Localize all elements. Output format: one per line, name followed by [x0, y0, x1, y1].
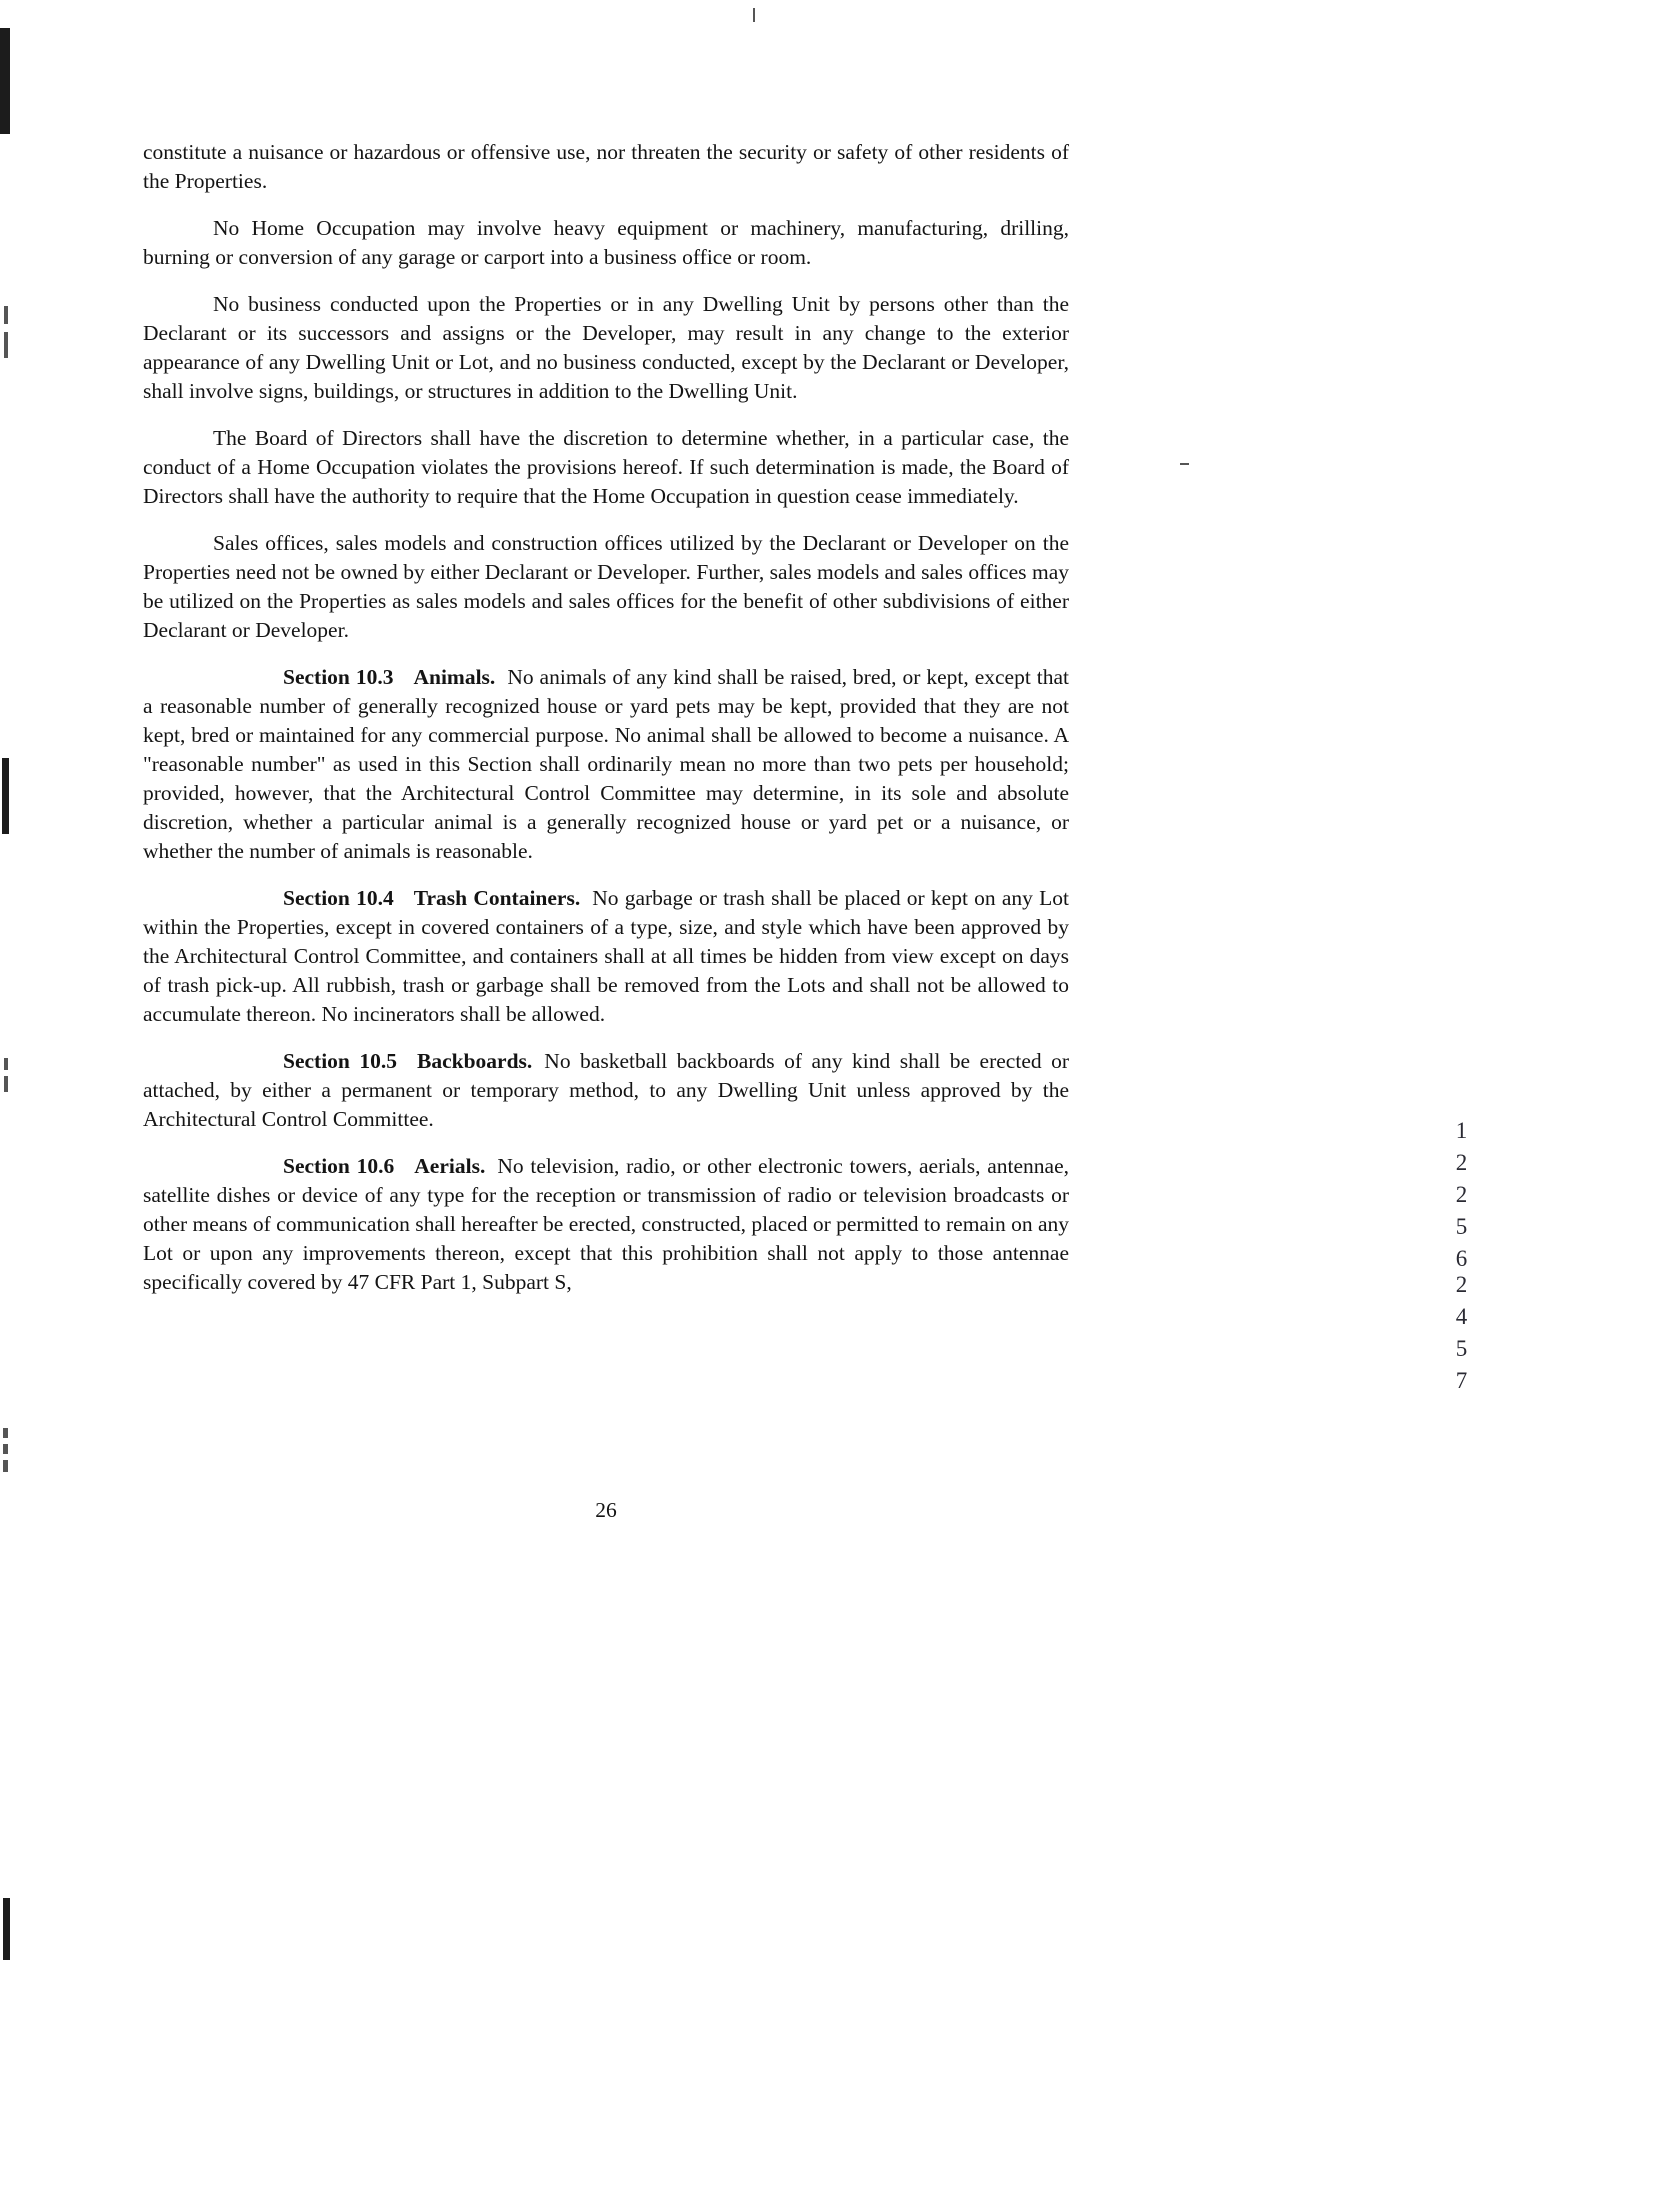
section-10-4-trash-containers — [143, 884, 1069, 1029]
margin-stamp-bottom: 2457 — [1449, 1272, 1474, 1400]
paragraph-home-occupation-equipment: No Home Occupation may involve heavy equipment or machinery, manufacturing, drilling, burning or conversion of any garage or carport into a business office or room. — [143, 216, 1069, 269]
section-number: Section 10.5 — [283, 1049, 397, 1073]
scan-artifact — [4, 306, 8, 324]
scan-artifact — [3, 1460, 8, 1472]
scan-artifact — [2, 758, 9, 834]
scan-artifact — [3, 1444, 8, 1454]
document-body — [143, 138, 1069, 1315]
section-10-6-aerials — [143, 1152, 1069, 1297]
scan-artifact — [3, 1898, 10, 1960]
section-title: Trash Containers. — [413, 886, 581, 910]
section-title: Backboards. — [417, 1049, 533, 1073]
scan-artifact — [3, 1428, 8, 1438]
paragraph-continuation: constitute a nuisance or hazardous or offensive use, nor threaten the security or safety of other residents of the Properties. — [143, 140, 1069, 193]
section-10-5-backboards — [143, 1047, 1069, 1134]
paragraph-business-conducted: No business conducted upon the Properties or in any Dwelling Unit by persons other than the Declarant or its successors and assigns or the Developer, may result in any change to the exterior appearance of any Dwelling Unit or Lot, and no business conducted, except by the Declarant or Developer, shall involve signs, buildings, or structures in addition to the Dwelling Unit. — [143, 292, 1069, 403]
paragraph-board-discretion: The Board of Directors shall have the discretion to determine whether, in a particular case, the conduct of a Home Occupation violates the provisions hereof. If such determination is made, the Board of Directors shall have the authority to require that the Home Occupation in question cease immediately. — [143, 426, 1069, 508]
section-number: Section 10.4 — [283, 886, 394, 910]
section-number: Section 10.3 — [283, 665, 394, 689]
scan-artifact — [753, 8, 755, 22]
section-body: No animals of any kind shall be raised, bred, or kept, except that a reasonable number of generally recognized house or yard pets may be kept, provided that they are not kept, bred or maintained for any commercial purpose. No animal shall be allowed to become a nuisance. A "reasonable number" as used in this Section shall ordinarily mean no more than two pets per household; provided, however, that the Architectural Control Committee may determine, in its sole and absolute discretion, whether a particular animal is a generally recognized house or yard pet or a nuisance, or whether the number of animals is reasonable. — [143, 665, 1069, 863]
scan-artifact — [4, 1058, 8, 1070]
section-title: Aerials. — [414, 1154, 486, 1178]
page-number: 26 — [595, 1498, 617, 1522]
section-10-3-animals — [143, 663, 1069, 866]
scan-artifact — [1180, 463, 1189, 465]
section-body: No basketball backboards of any kind shall be erected or attached, by either a permanent or temporary method, to any Dwelling Unit unless approved by the Architectural Control Committee. — [143, 1049, 1069, 1131]
section-body: No garbage or trash shall be placed or kept on any Lot within the Properties, except in covered containers of a type, size, and style which have been approved by the Architectural Control Committee, and containers shall at all times be hidden from view except on days of trash pick-up. All rubbish, trash or garbage shall be removed from the Lots and shall not be allowed to accumulate thereon. No incinerators shall be allowed. — [143, 886, 1069, 1026]
section-number: Section 10.6 — [283, 1154, 395, 1178]
section-body: No television, radio, or other electronic towers, aerials, antennae, satellite dishes or device of any type for the reception or transmission of radio or television broadcasts or other means of communication shall hereafter be erected, constructed, placed or permitted to remain on any Lot or upon any improvements thereon, except that this prohibition shall not apply to those antennae specifically covered by 47 CFR Part 1, Subpart S, — [143, 1154, 1070, 1294]
scan-artifact — [4, 332, 8, 358]
paragraph-sales-offices: Sales offices, sales models and construction offices utilized by the Declarant or Developer on the Properties need not be owned by either Declarant or Developer. Further, sales models and sales offices may be utilized on the Properties as sales models and sales offices for the benefit of other subdivisions of either Declarant or Developer. — [143, 531, 1069, 642]
margin-stamp-top: 12256 — [1449, 1118, 1474, 1278]
section-title: Animals. — [413, 665, 496, 689]
scan-artifact — [4, 1076, 8, 1092]
scan-artifact — [0, 28, 10, 134]
